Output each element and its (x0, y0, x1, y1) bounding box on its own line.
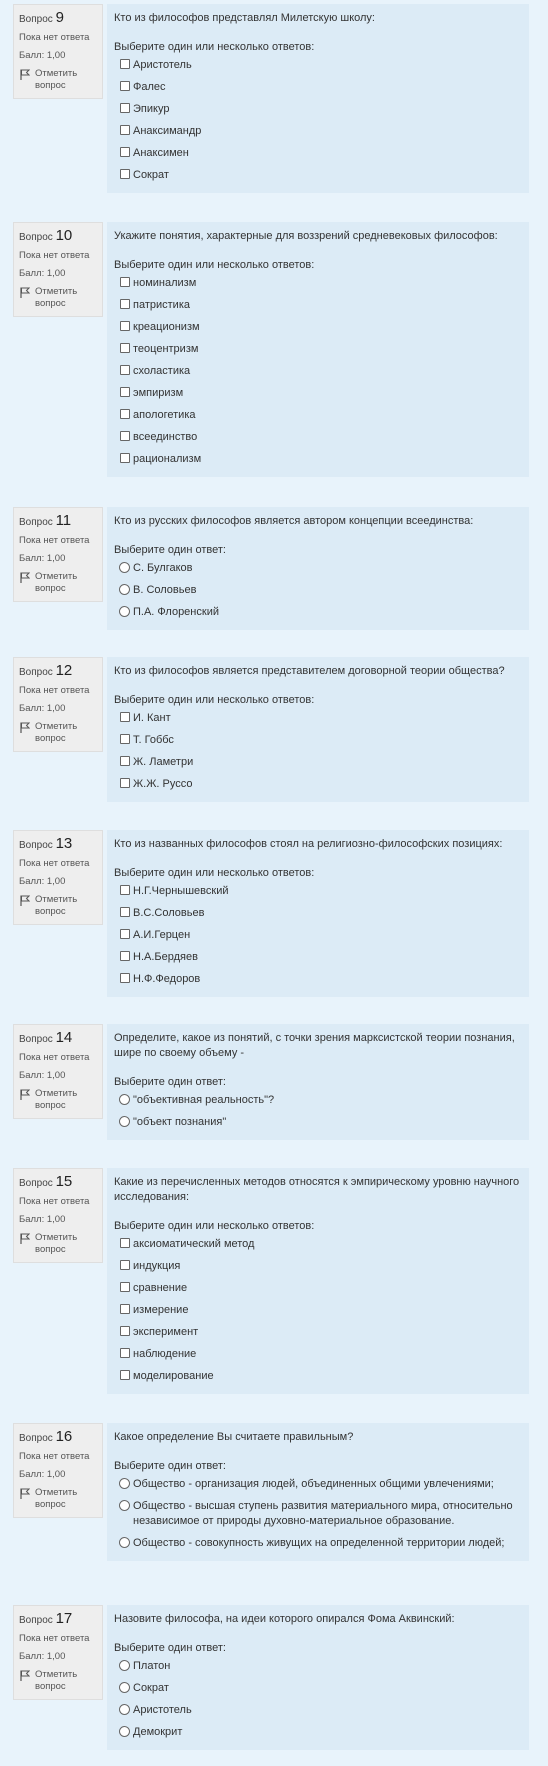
checkbox-option[interactable] (114, 884, 522, 899)
checkbox[interactable] (120, 1238, 130, 1248)
radio-option[interactable] (114, 1536, 522, 1551)
flag-question-label: Отметить вопрос (35, 286, 78, 309)
question-status: Пока нет ответа (19, 1052, 90, 1063)
question-status: Пока нет ответа (19, 250, 90, 261)
question-word: Вопрос (19, 14, 53, 25)
answer-prompt: Выберите один или несколько ответов: (114, 694, 315, 706)
flag-question-label: Отметить вопрос (35, 1669, 78, 1692)
checkbox-option[interactable] (114, 58, 522, 73)
radio-option[interactable] (114, 1499, 522, 1529)
question-info-panel (13, 830, 103, 925)
radio-option[interactable] (114, 605, 522, 620)
question-score: Балл: 1,00 (19, 703, 66, 714)
flag-icon (20, 572, 30, 583)
question-score: Балл: 1,00 (19, 1469, 66, 1480)
checkbox-option[interactable] (114, 950, 522, 965)
flag-question-link[interactable] (19, 1487, 97, 1511)
question-status: Пока нет ответа (19, 1451, 90, 1462)
question-text: Кто из русских философов является автором концепции всеединства: (114, 515, 474, 527)
flag-question-link[interactable] (19, 1669, 97, 1693)
checkbox-option[interactable] (114, 1325, 522, 1340)
checkbox[interactable] (120, 712, 130, 722)
question-text: Назовите философа, на идеи которого опирался Фома Аквинский: (114, 1613, 455, 1625)
question-word: Вопрос (19, 667, 53, 678)
question-info-panel (13, 1423, 103, 1518)
checkbox[interactable] (120, 431, 130, 441)
checkbox-option[interactable] (114, 928, 522, 943)
checkbox[interactable] (120, 125, 130, 135)
question-score: Балл: 1,00 (19, 553, 66, 564)
checkbox-option[interactable] (114, 80, 522, 95)
question-text: Какое определение Вы считаете правильным? (114, 1431, 354, 1443)
radio-option[interactable] (114, 1703, 522, 1718)
radio-option[interactable] (114, 1093, 522, 1108)
checkbox-option[interactable] (114, 1259, 522, 1274)
question-text: Кто из философов является представителем договорной теории общества? (114, 665, 505, 677)
question-status: Пока нет ответа (19, 32, 90, 43)
checkbox-option[interactable] (114, 276, 522, 291)
flag-question-link[interactable] (19, 286, 97, 310)
checkbox[interactable] (120, 1282, 130, 1292)
answer-list (114, 884, 522, 987)
answer-label[interactable]: Фалес (133, 81, 166, 93)
checkbox-option[interactable] (114, 1237, 522, 1252)
checkbox[interactable] (120, 1348, 130, 1358)
answer-label[interactable]: "объект познания" (133, 1116, 227, 1128)
question-content (107, 507, 529, 630)
flag-question-link[interactable] (19, 68, 97, 92)
radio-button[interactable] (119, 562, 130, 573)
answer-prompt: Выберите один или несколько ответов: (114, 1220, 315, 1232)
answer-prompt: Выберите один ответ: (114, 1642, 226, 1654)
question-number (19, 663, 97, 679)
checkbox[interactable] (120, 973, 130, 983)
checkbox[interactable] (120, 1304, 130, 1314)
answer-label[interactable]: Общество - совокупность живущих на определенной территории людей; (133, 1537, 505, 1549)
checkbox[interactable] (120, 277, 130, 287)
question-status: Пока нет ответа (19, 858, 90, 869)
answer-label[interactable]: Н.Ф.Федоров (133, 973, 201, 985)
answer-prompt: Выберите один или несколько ответов: (114, 867, 315, 879)
checkbox[interactable] (120, 1260, 130, 1270)
checkbox-option[interactable] (114, 1303, 522, 1318)
checkbox-option[interactable] (114, 711, 522, 726)
checkbox-option[interactable] (114, 755, 522, 770)
answer-list (114, 1237, 522, 1384)
answer-list (114, 561, 522, 620)
answer-label[interactable]: Н.Г.Чернышевский (133, 885, 229, 897)
checkbox[interactable] (120, 321, 130, 331)
question-score: Балл: 1,00 (19, 1214, 66, 1225)
checkbox-option[interactable] (114, 1369, 522, 1384)
question-number (19, 1030, 97, 1046)
flag-icon (20, 1488, 30, 1499)
answer-label[interactable]: Аристотель (133, 59, 192, 71)
checkbox[interactable] (120, 885, 130, 895)
checkbox-option[interactable] (114, 1281, 522, 1296)
answer-list (114, 276, 522, 467)
answer-label[interactable]: А.И.Герцен (133, 929, 191, 941)
question-number-value: 12 (55, 662, 73, 679)
answer-label[interactable]: рационализм (133, 453, 202, 465)
checkbox-option[interactable] (114, 452, 522, 467)
answer-list (114, 1477, 522, 1551)
question-word: Вопрос (19, 1615, 53, 1626)
flag-question-label: Отметить вопрос (35, 68, 78, 91)
answer-label[interactable]: Ж. Ламетри (133, 756, 194, 768)
question-info-panel (13, 1024, 103, 1119)
question-content (107, 1024, 529, 1140)
answer-list (114, 1659, 522, 1740)
checkbox[interactable] (120, 929, 130, 939)
answer-label[interactable]: теоцентризм (133, 343, 199, 355)
question-status: Пока нет ответа (19, 1196, 90, 1207)
checkbox[interactable] (120, 778, 130, 788)
checkbox[interactable] (120, 951, 130, 961)
question-word: Вопрос (19, 517, 53, 528)
answer-label[interactable]: эмпиризм (133, 387, 184, 399)
question-number-value: 13 (55, 835, 73, 852)
answer-label[interactable]: всеединство (133, 431, 198, 443)
question-content (107, 1168, 529, 1394)
question-info-panel (13, 657, 103, 752)
radio-button[interactable] (119, 584, 130, 595)
flag-icon (20, 1089, 30, 1100)
question-number (19, 513, 97, 529)
answer-prompt: Выберите один или несколько ответов: (114, 259, 315, 271)
question-number-value: 16 (55, 1428, 73, 1445)
checkbox[interactable] (120, 1326, 130, 1336)
checkbox-option[interactable] (114, 386, 522, 401)
flag-question-link[interactable] (19, 571, 97, 595)
answer-label[interactable]: Аристотель (133, 1704, 192, 1716)
question-number (19, 836, 97, 852)
question-word: Вопрос (19, 1034, 53, 1045)
radio-option[interactable] (114, 561, 522, 576)
answer-label[interactable]: эксперимент (133, 1326, 199, 1338)
question-number (19, 1429, 97, 1445)
radio-option[interactable] (114, 1681, 522, 1696)
answer-label[interactable]: индукция (133, 1260, 181, 1272)
answer-label[interactable]: Сократ (133, 169, 169, 181)
question-content (107, 830, 529, 997)
answer-label[interactable]: Ж.Ж. Руссо (133, 778, 193, 790)
radio-button[interactable] (119, 1478, 130, 1489)
answer-label[interactable]: "объективная реальность"? (133, 1094, 275, 1106)
answer-label[interactable]: измерение (133, 1304, 189, 1316)
radio-option[interactable] (114, 583, 522, 598)
question-score: Балл: 1,00 (19, 268, 66, 279)
checkbox-option[interactable] (114, 146, 522, 161)
answer-label[interactable]: Сократ (133, 1682, 169, 1694)
checkbox-option[interactable] (114, 733, 522, 748)
radio-button[interactable] (119, 1500, 130, 1511)
checkbox-option[interactable] (114, 972, 522, 987)
question-number (19, 228, 97, 244)
question-info-panel (13, 222, 103, 317)
flag-question-label: Отметить вопрос (35, 1232, 78, 1255)
answer-label[interactable]: Эпикур (133, 103, 170, 115)
question-number-value: 10 (55, 227, 73, 244)
checkbox-option[interactable] (114, 1347, 522, 1362)
flag-icon (20, 722, 30, 733)
checkbox[interactable] (120, 907, 130, 917)
radio-button[interactable] (119, 1726, 130, 1737)
flag-icon (20, 287, 30, 298)
answer-label[interactable]: креационизм (133, 321, 200, 333)
radio-button[interactable] (119, 1660, 130, 1671)
answer-label[interactable]: Общество - организация людей, объединенных общими увлечениями; (133, 1478, 494, 1490)
answer-label[interactable]: Н.А.Бердяев (133, 951, 198, 963)
checkbox[interactable] (120, 409, 130, 419)
answer-label[interactable]: аксиоматический метод (133, 1238, 255, 1250)
checkbox-option[interactable] (114, 364, 522, 379)
answer-label[interactable]: сравнение (133, 1282, 188, 1294)
answer-prompt: Выберите один ответ: (114, 544, 226, 556)
question-info-panel (13, 507, 103, 602)
answer-label[interactable]: В. Соловьев (133, 584, 197, 596)
flag-icon (20, 1670, 30, 1681)
question-content (107, 1423, 529, 1561)
flag-question-label: Отметить вопрос (35, 571, 78, 594)
radio-option[interactable] (114, 1115, 522, 1130)
checkbox-option[interactable] (114, 168, 522, 183)
checkbox-option[interactable] (114, 298, 522, 313)
question-status: Пока нет ответа (19, 535, 90, 546)
question-score: Балл: 1,00 (19, 1651, 66, 1662)
checkbox-option[interactable] (114, 777, 522, 792)
checkbox[interactable] (120, 387, 130, 397)
checkbox-option[interactable] (114, 342, 522, 357)
question-info-panel (13, 1168, 103, 1263)
checkbox[interactable] (120, 365, 130, 375)
flag-icon (20, 895, 30, 906)
question-number-value: 9 (55, 9, 64, 26)
answer-label[interactable]: И. Кант (133, 712, 171, 724)
question-text: Кто из философов представлял Милетскую школу: (114, 12, 375, 24)
question-content (107, 657, 529, 802)
question-text: Укажите понятия, характерные для воззрений средневековых философов: (114, 230, 498, 242)
flag-question-link[interactable] (19, 1232, 97, 1256)
radio-option[interactable] (114, 1725, 522, 1740)
question-info-panel (13, 1605, 103, 1700)
question-text: Определите, какое из понятий, с точки зрения марксистской теории познания, шире по своему объему - (114, 1032, 515, 1059)
question-content (107, 1605, 529, 1750)
checkbox[interactable] (120, 1370, 130, 1380)
answer-prompt: Выберите один или несколько ответов: (114, 41, 315, 53)
question-word: Вопрос (19, 1433, 53, 1444)
answer-label[interactable]: схоластика (133, 365, 191, 377)
answer-label[interactable]: Анаксимен (133, 147, 189, 159)
flag-question-label: Отметить вопрос (35, 721, 78, 744)
flag-question-link[interactable] (19, 894, 97, 918)
question-content (107, 222, 529, 477)
question-score: Балл: 1,00 (19, 876, 66, 887)
question-status: Пока нет ответа (19, 1633, 90, 1644)
radio-option[interactable] (114, 1659, 522, 1674)
answer-label[interactable]: С. Булгаков (133, 562, 193, 574)
radio-button[interactable] (119, 1537, 130, 1548)
answer-label[interactable]: Общество - высшая ступень развития материального мира, относительно независимое от природы духовно-материальное образование. (133, 1500, 513, 1527)
answer-label[interactable]: Демокрит (133, 1726, 183, 1738)
question-number-value: 15 (55, 1173, 73, 1190)
answer-label[interactable]: Платон (133, 1660, 171, 1672)
flag-icon (20, 69, 30, 80)
checkbox[interactable] (120, 169, 130, 179)
flag-icon (20, 1233, 30, 1244)
radio-button[interactable] (119, 1116, 130, 1127)
checkbox-option[interactable] (114, 408, 522, 423)
question-word: Вопрос (19, 840, 53, 851)
checkbox-option[interactable] (114, 430, 522, 445)
question-number-value: 11 (55, 512, 72, 529)
flag-question-link[interactable] (19, 1088, 97, 1112)
question-status: Пока нет ответа (19, 685, 90, 696)
radio-button[interactable] (119, 1094, 130, 1105)
answer-prompt: Выберите один ответ: (114, 1076, 226, 1088)
radio-button[interactable] (119, 1704, 130, 1715)
checkbox[interactable] (120, 734, 130, 744)
question-info-panel (13, 4, 103, 99)
answer-list (114, 711, 522, 792)
question-score: Балл: 1,00 (19, 1070, 66, 1081)
answer-label[interactable]: В.С.Соловьев (133, 907, 205, 919)
checkbox-option[interactable] (114, 102, 522, 117)
answer-label[interactable]: патристика (133, 299, 190, 311)
answer-label[interactable]: апологетика (133, 409, 196, 421)
question-number-value: 17 (55, 1610, 73, 1627)
answer-label[interactable]: Т. Гоббс (133, 734, 174, 746)
answer-list (114, 58, 522, 183)
question-number (19, 1174, 97, 1190)
checkbox-option[interactable] (114, 124, 522, 139)
question-number (19, 10, 97, 26)
answer-label[interactable]: Анаксимандр (133, 125, 202, 137)
answer-label[interactable]: моделирование (133, 1370, 214, 1382)
checkbox[interactable] (120, 756, 130, 766)
checkbox[interactable] (120, 81, 130, 91)
checkbox[interactable] (120, 343, 130, 353)
answer-label[interactable]: номинализм (133, 277, 197, 289)
answer-label[interactable]: наблюдение (133, 1348, 197, 1360)
question-text: Какие из перечисленных методов относятся к эмпирическому уровню научного исследования: (114, 1176, 520, 1203)
answer-label[interactable]: П.А. Флоренский (133, 606, 219, 618)
checkbox[interactable] (120, 453, 130, 463)
question-word: Вопрос (19, 1178, 53, 1189)
checkbox[interactable] (120, 59, 130, 69)
question-number-value: 14 (55, 1029, 73, 1046)
flag-question-label: Отметить вопрос (35, 894, 78, 917)
question-score: Балл: 1,00 (19, 50, 66, 61)
question-word: Вопрос (19, 232, 53, 243)
radio-button[interactable] (119, 1682, 130, 1693)
question-text: Кто из названных философов стоял на религиозно-философских позициях: (114, 838, 503, 850)
radio-option[interactable] (114, 1477, 522, 1492)
question-number (19, 1611, 97, 1627)
radio-button[interactable] (119, 606, 130, 617)
flag-question-label: Отметить вопрос (35, 1088, 78, 1111)
checkbox-option[interactable] (114, 320, 522, 335)
flag-question-link[interactable] (19, 721, 97, 745)
checkbox-option[interactable] (114, 906, 522, 921)
checkbox[interactable] (120, 299, 130, 309)
checkbox[interactable] (120, 147, 130, 157)
answer-prompt: Выберите один ответ: (114, 1460, 226, 1472)
question-content (107, 4, 529, 193)
flag-question-label: Отметить вопрос (35, 1487, 78, 1510)
answer-list (114, 1093, 522, 1130)
checkbox[interactable] (120, 103, 130, 113)
